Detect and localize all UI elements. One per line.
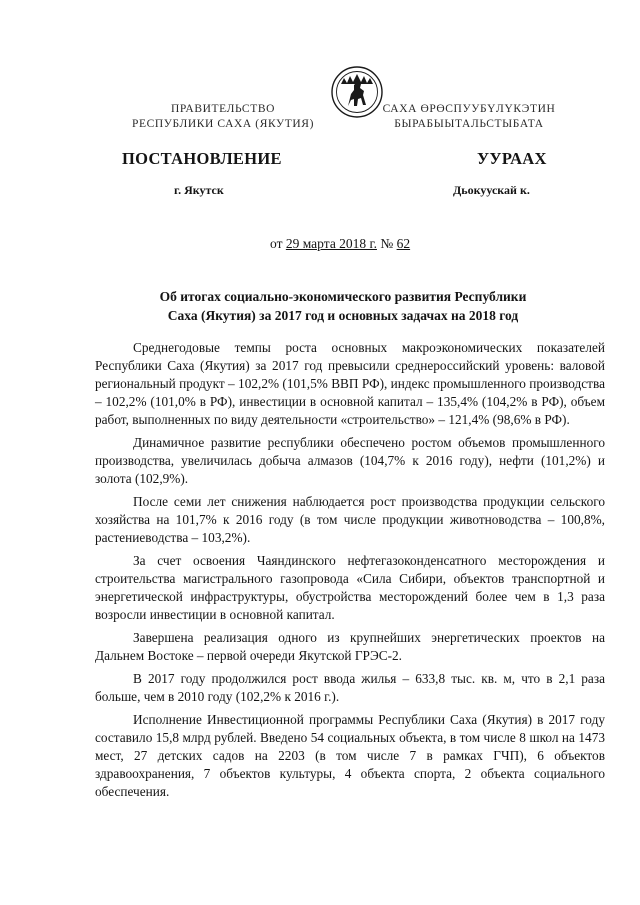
city-russian: г. Якутск	[174, 183, 224, 197]
document-title	[120, 287, 566, 325]
doc-type-russian: ПОСТАНОВЛЕНИЕ	[122, 149, 282, 168]
document-date: 29 марта 2018 г.	[285, 236, 377, 251]
document-title-line2: Саха (Якутия) за 2017 год и основных задачах на 2018 год	[167, 308, 519, 323]
number-label: №	[380, 236, 394, 251]
org-name-yakut-line1: САХА ӨРӨСПУУБҮЛҮКЭТИН	[382, 103, 556, 115]
doc-type-yakut: УУРААХ	[477, 149, 547, 168]
org-name-yakut-line2: БЫРАБЫЫТАЛЬСТЫБАТА	[394, 118, 544, 130]
document-body	[95, 339, 605, 806]
org-name-russian-line1: ПРАВИТЕЛЬСТВО	[171, 103, 275, 115]
paragraph: После семи лет снижения наблюдается рост производства продукции сельского хозяйства на 101,7% к 2016 году (в том числе продукции животноводства – 100,8%, растениеводства – 103,2%).	[95, 494, 605, 545]
document-date-line	[270, 236, 410, 252]
org-name-russian	[118, 102, 328, 132]
paragraph: Динамичное развитие республики обеспечено ростом объемов промышленного производства, увеличилась добыча алмазов (104,7% к 2016 году), нефти (101,2%) и золота (102,9%).	[95, 435, 605, 486]
document-number: 62	[396, 236, 411, 251]
paragraph: За счет освоения Чаяндинского нефтегазоконденсатного месторождения и строительства магистрального газопровода «Сила Сибири, объектов транспортной и энергетической инфраструктуры, обустройства месторождений более чем в 1,3 раза возросли инвестиции в основной капитал.	[95, 553, 605, 622]
paragraph: Исполнение Инвестиционной программы Республики Саха (Якутия) в 2017 году составило 15,8 млрд рублей. Введено 54 социальных объекта, в том числе 8 школ на 1473 мест, 27 детских садов на 2203 (в том числе 7 в рамках ГЧП), 6 объектов здравоохранения, 7 объектов культуры, 4 объекта спорта, 2 объекта социального обеспечения.	[95, 712, 605, 799]
paragraph: В 2017 году продолжился рост ввода жилья – 633,8 тыс. кв. м, что в 2,1 раза больше, чем в 2010 году (102,2% к 2016 г.).	[95, 671, 605, 704]
city-yakut: Дьокуускай к.	[453, 183, 530, 197]
paragraph: Завершена реализация одного из крупнейших энергетических проектов на Дальнем Востоке – первой очереди Якутской ГРЭС-2.	[95, 630, 605, 663]
org-name-russian-line2: РЕСПУБЛИКИ САХА (ЯКУТИЯ)	[131, 118, 314, 130]
paragraph: Среднегодовые темпы роста основных макроэкономических показателей Республики Саха (Якутия) за 2017 год превысили среднероссийский уровень: валовой региональный продукт – 102,2% (101,5% ВВП РФ), индекс промышленного производства – 102,2% (101,0% в РФ), инвестиции в основной капитал – 135,4% (104,2% в РФ), объем работ, выполненных по виду деятельности «строительство» – 121,4% (98,6% в РФ).	[95, 340, 605, 427]
org-name-yakut	[364, 102, 574, 132]
date-prefix: от	[270, 236, 283, 251]
document-title-line1: Об итогах социально-экономического развития Республики	[159, 289, 527, 304]
